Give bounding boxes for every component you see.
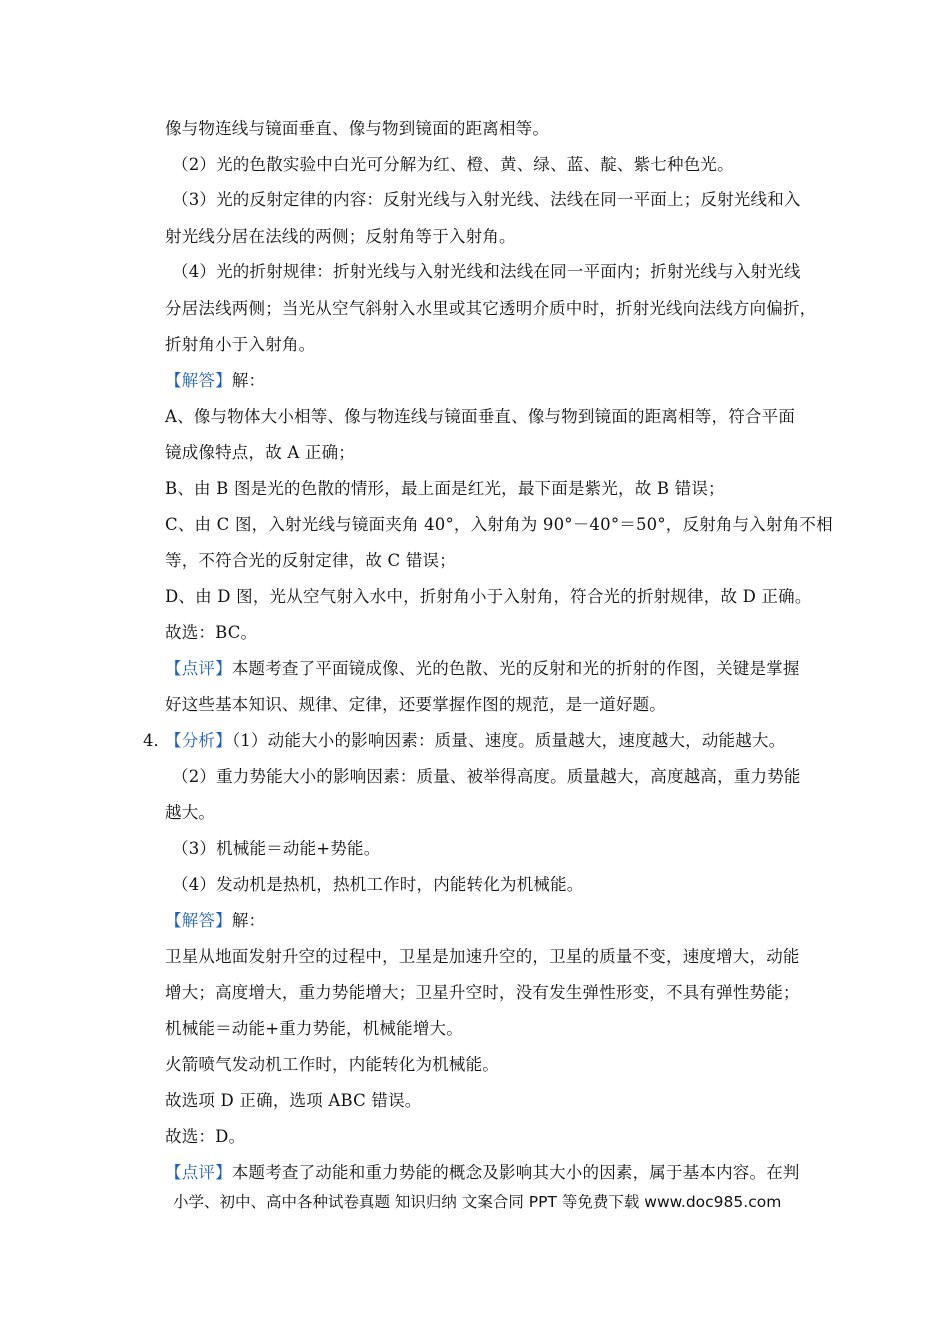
q3-answer-choice: 故选：BC。 (165, 623, 258, 642)
q3-answer-c-line-2: 等，不符合光的反射定律，故 C 错误； (165, 551, 456, 570)
q4-answer-choice: 故选：D。 (165, 1127, 246, 1146)
answer-intro: 解： (231, 371, 266, 390)
q3-analysis-line-1: 像与物连线与镜面垂直、像与物到镜面的距离相等。 (165, 119, 550, 138)
q4-answer-line-2: 增大；高度增大，重力势能增大；卫星升空时，没有发生弹性形变，不具有弹性势能； (165, 983, 800, 1002)
q4-analysis-line-2: （2）重力势能大小的影响因素：质量、被举得高度。质量越大，高度越高，重力势能 (172, 767, 801, 786)
comment-text: 本题考查了动能和重力势能的概念及影响其大小的因素，属于基本内容。在判 (231, 1163, 800, 1182)
comment-text: 本题考查了平面镜成像、光的色散、光的反射和光的折射的作图，关键是掌握 (231, 659, 800, 678)
q4-analysis-line-5: （4）发动机是热机，热机工作时，内能转化为机械能。 (172, 875, 584, 894)
q3-answer-a-line-2: 镜成像特点，故 A 正确； (165, 443, 356, 462)
q3-comment-line-2: 好这些基本知识、规律、定律，还要掌握作图的规范，是一道好题。 (165, 695, 666, 714)
q4-analysis-line-1 (165, 731, 785, 751)
comment-tag: 【点评】 (165, 659, 232, 678)
comment-tag: 【点评】 (165, 1163, 232, 1182)
q4-answer-line-3: 机械能＝动能+重力势能，机械能增大。 (165, 1019, 463, 1038)
q3-answer-a-line-1: A、像与物体大小相等、像与物连线与镜面垂直、像与物到镜面的距离相等，符合平面 (165, 407, 796, 426)
answer-intro: 解： (231, 911, 266, 930)
q4-comment-line-1 (165, 1163, 800, 1183)
q3-analysis-line-7: 折射角小于入射角。 (165, 335, 316, 354)
q4-answer-heading (165, 911, 265, 931)
q3-analysis-line-6: 分居法线两侧；当光从空气斜射入水里或其它透明介质中时，折射光线向法线方向偏折， (165, 299, 817, 318)
q3-answer-c-line-1: C、由 C 图，入射光线与镜面夹角 40°，入射角为 90°－40°＝50°，反射角与入射角不相 (165, 515, 833, 534)
q3-analysis-line-5: （4）光的折射规律：折射光线与入射光线和法线在同一平面内；折射光线与入射光线 (172, 262, 801, 281)
q4-analysis-line-4: （3）机械能＝动能+势能。 (172, 839, 381, 858)
q4-answer-line-1: 卫星从地面发射升空的过程中，卫星是加速升空的，卫星的质量不变，速度增大，动能 (165, 947, 800, 966)
answer-tag: 【解答】 (165, 371, 232, 390)
q3-comment-line-1 (165, 659, 800, 679)
page-footer: 小学、初中、高中各种试卷真题 知识归纳 文案合同 PPT 等免费下载 www.doc985.com (173, 1193, 782, 1211)
q3-analysis-line-3: （3）光的反射定律的内容：反射光线与入射光线、法线在同一平面上；反射光线和入 (172, 190, 801, 209)
q3-answer-d-line: D、由 D 图，光从空气射入水中，折射角小于入射角，符合光的折射规律，故 D 正确。 (165, 587, 812, 606)
q4-analysis-line-3: 越大。 (165, 803, 216, 822)
answer-tag: 【解答】 (165, 911, 232, 930)
analysis-text: （1）动能大小的影响因素：质量、速度。质量越大，速度越大，动能越大。 (231, 731, 786, 750)
q3-answer-heading (165, 371, 265, 391)
q4-answer-line-4: 火箭喷气发动机工作时，内能转化为机械能。 (165, 1055, 499, 1074)
q3-answer-b-line: B、由 B 图是光的色散的情形，最上面是红光，最下面是紫光，故 B 错误； (165, 479, 725, 498)
analysis-tag: 【分析】 (165, 731, 232, 750)
q3-analysis-line-4: 射光线分居在法线的两侧；反射角等于入射角。 (165, 227, 516, 246)
q4-answer-line-5: 故选项 D 正确，选项 ABC 错误。 (165, 1091, 422, 1110)
q3-analysis-line-2: （2）光的色散实验中白光可分解为红、橙、黄、绿、蓝、靛、紫七种色光。 (172, 155, 734, 174)
q4-number: 4． (143, 731, 170, 750)
